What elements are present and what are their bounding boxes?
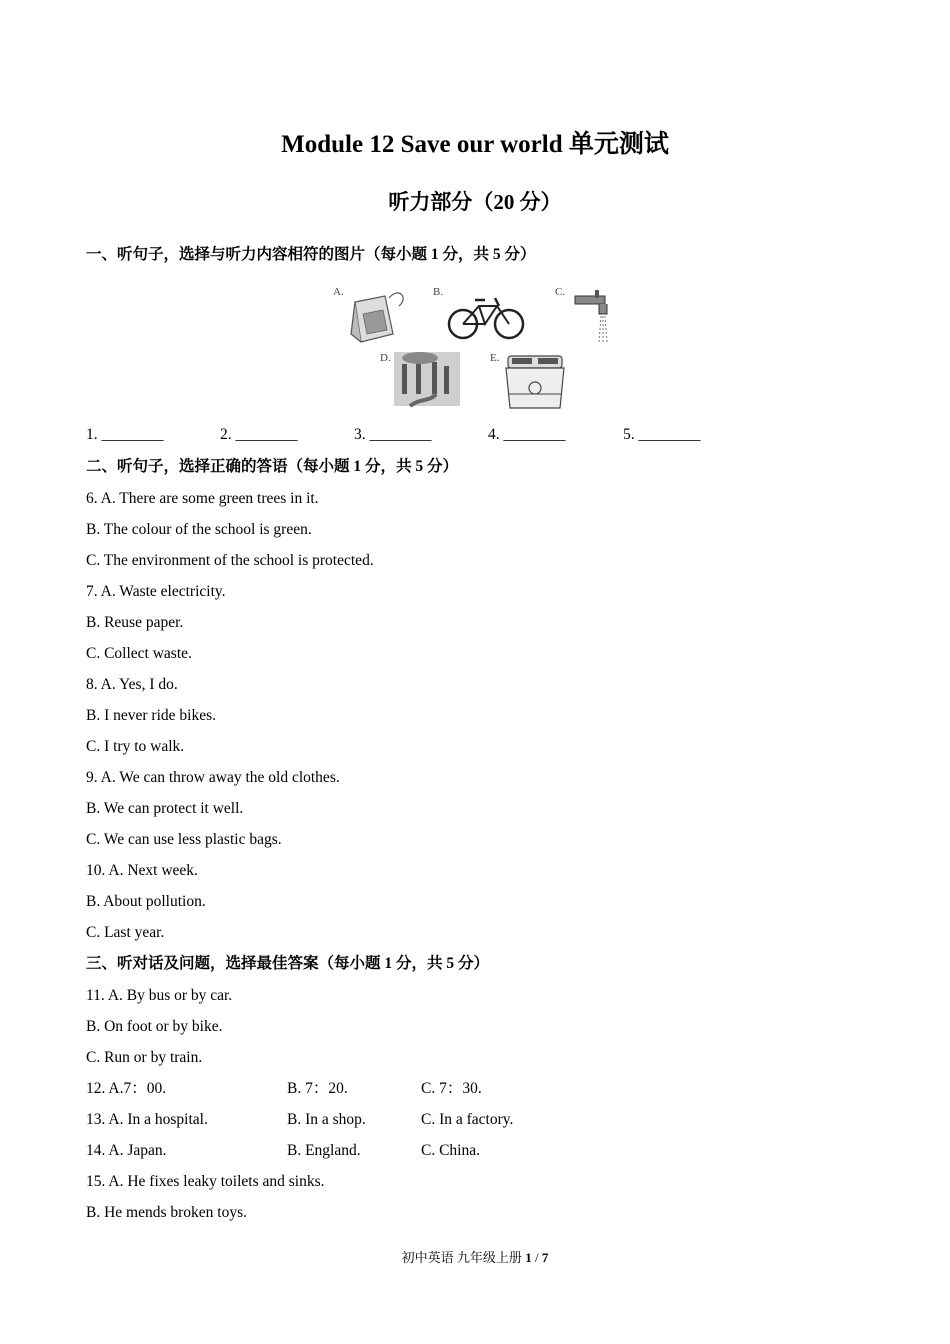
option-line: 9. A. We can throw away the old clothes. [86,769,340,786]
blank-5[interactable]: 5. ________ [623,426,701,443]
footer-text: 初中英语 九年级上册 [401,1250,522,1265]
recycling-bin-icon [490,350,570,410]
picture-e [490,350,570,410]
option-line: 6. A. There are some green trees in it. [86,490,319,507]
option-line: B. We can protect it well. [86,800,244,817]
picture-c [555,284,625,346]
page-separator: / [534,1250,539,1265]
blank-4[interactable]: 4. ________ [488,426,566,443]
option-line: 10. A. Next week. [86,862,198,879]
picture-b-label: B. [433,286,444,298]
option-line: C. Run or by train. [86,1049,203,1066]
option-c: C. 7：30. [421,1080,482,1097]
option-line: 15. A. He fixes leaky toilets and sinks. [86,1173,325,1190]
picture-d [380,350,462,408]
option-line: 7. A. Waste electricity. [86,583,226,600]
section3-heading: 三、听对话及问题，选择最佳答案（每小题 1 分，共 5 分） [86,955,490,972]
blank-2[interactable]: 2. ________ [220,426,298,443]
option-line: C. Last year. [86,924,165,941]
option-b: B. England. [287,1142,361,1159]
water-tap-icon [555,284,625,346]
picture-a [333,284,411,348]
picture-a-label: A. [333,286,344,298]
option-line: B. The colour of the school is green. [86,521,312,538]
page-number: 1 [525,1250,532,1265]
option-line: C. The environment of the school is protected. [86,552,374,569]
option-b: B. In a shop. [287,1111,366,1128]
blank-3[interactable]: 3. ________ [354,426,432,443]
picture-c-label: C. [555,286,566,298]
option-b: B. 7：20. [287,1080,348,1097]
option-line: 8. A. Yes, I do. [86,676,178,693]
option-line: B. About pollution. [86,893,206,910]
option-line: B. On foot or by bike. [86,1018,223,1035]
option-line: C. Collect waste. [86,645,192,662]
option-a: 13. A. In a hospital. [86,1111,208,1128]
option-a: 14. A. Japan. [86,1142,167,1159]
option-line: B. Reuse paper. [86,614,184,631]
option-c: C. China. [421,1142,480,1159]
factory-pollution-icon [380,350,462,408]
section1-heading: 一、听句子，选择与听力内容相符的图片（每小题 1 分，共 5 分） [86,246,536,263]
page-footer [0,1247,950,1266]
option-line: C. I try to walk. [86,738,185,755]
option-line: C. We can use less plastic bags. [86,831,282,848]
option-line: 11. A. By bus or by car. [86,987,233,1004]
page-subtitle: 听力部分（20 分） [388,190,562,214]
picture-e-label: E. [490,352,500,364]
blank-1[interactable]: 1. ________ [86,426,164,443]
section2-heading: 二、听句子，选择正确的答语（每小题 1 分，共 5 分） [86,458,459,475]
option-line: B. I never ride bikes. [86,707,216,724]
bicycle-icon [433,284,528,344]
picture-d-label: D. [380,352,391,364]
picture-b [433,284,528,344]
page-total: 7 [541,1250,549,1265]
page-title: Module 12 Save our world 单元测试 [281,131,669,158]
option-a: 12. A.7：00. [86,1080,167,1097]
shopping-bag-icon [333,284,411,348]
option-line: B. He mends broken toys. [86,1204,248,1221]
option-c: C. In a factory. [421,1111,514,1128]
